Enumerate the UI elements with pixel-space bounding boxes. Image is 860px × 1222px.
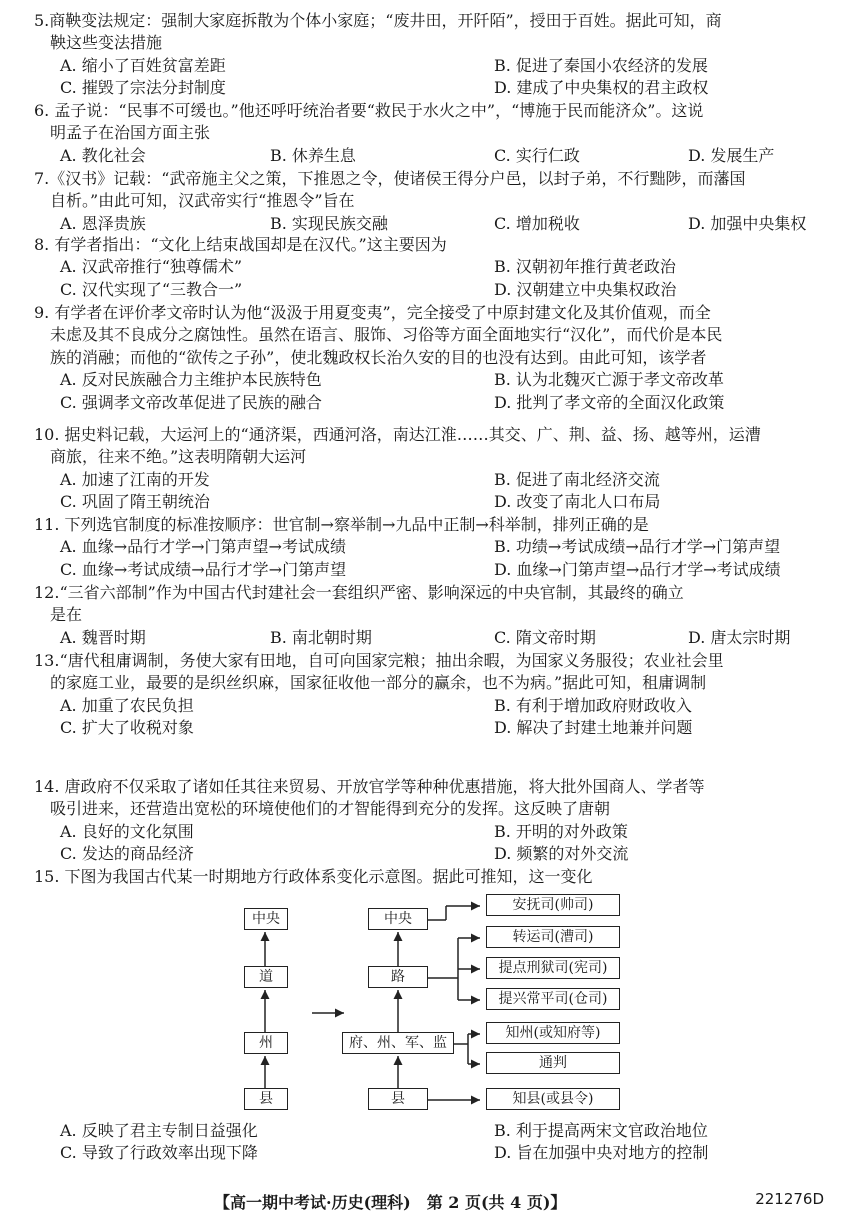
question-stem: 5.商鞅变法规定：强制大家庭拆散为个体小家庭；“废井田，开阡陌”，授田于百姓。据此可知，商 bbox=[34, 11, 722, 30]
question-stem: 7.《汉书》记载：“武帝施主父之策，下推恩之令，使诸侯王得分户邑，以封子弟，不行黜陟，而藩国 bbox=[34, 169, 746, 188]
question-15-options bbox=[34, 1120, 834, 1165]
diagram-box-central: 中央 bbox=[244, 908, 288, 930]
option-a[interactable]: A. 汉武帝推行“独尊儒术” bbox=[60, 257, 243, 277]
option-b[interactable]: B. 有利于增加政府财政收入 bbox=[494, 695, 692, 715]
option-d[interactable]: D. 改变了南北人口布局 bbox=[494, 492, 661, 512]
diagram-office-tixingchangpingsi: 提兴常平司(仓司) bbox=[486, 988, 620, 1010]
option-a[interactable]: A. 加重了农民负担 bbox=[60, 695, 194, 715]
option-a[interactable]: A. 魏晋时期 bbox=[60, 627, 146, 647]
option-b[interactable]: B. 促进了秦国小农经济的发展 bbox=[494, 55, 708, 75]
option-d[interactable]: D. 解决了封建土地兼并问题 bbox=[494, 718, 693, 738]
question-13 bbox=[34, 650, 834, 740]
question-12 bbox=[34, 582, 834, 649]
diagram-office-anfusi: 安抚司(帅司) bbox=[486, 894, 620, 916]
option-a[interactable]: A. 加速了江南的开发 bbox=[60, 469, 210, 489]
diagram-office-tidianxingyusi: 提点刑狱司(宪司) bbox=[486, 957, 620, 979]
question-stem: 9. 有学者在评价孝文帝时认为他“汲汲于用夏变夷”，完全接受了中原封建文化及其价值观，而全 bbox=[34, 303, 711, 322]
diagram-box-xian: 县 bbox=[368, 1088, 428, 1110]
admin-system-diagram bbox=[236, 894, 626, 1116]
question-15 bbox=[34, 866, 834, 888]
footer-code: 221276D bbox=[755, 1190, 824, 1208]
question-6 bbox=[34, 100, 834, 167]
option-b[interactable]: B. 开明的对外政策 bbox=[494, 821, 628, 841]
option-c[interactable]: C. 摧毁了宗法分封制度 bbox=[60, 78, 226, 98]
question-stem: 的家庭工业，最要的是织丝织麻，国家征收他一部分的赢余，也不为病。”据此可知，租庸调制 bbox=[50, 673, 707, 693]
diagram-box-xian: 县 bbox=[244, 1088, 288, 1110]
option-d[interactable]: D. 加强中央集权 bbox=[688, 213, 807, 233]
option-b[interactable]: B. 利于提高两宋文官政治地位 bbox=[494, 1121, 708, 1140]
question-10 bbox=[34, 424, 834, 514]
option-b[interactable]: B. 汉朝初年推行黄老政治 bbox=[494, 257, 676, 277]
question-8 bbox=[34, 234, 834, 301]
question-stem: 未虑及其不良成分之腐蚀性。虽然在语言、服饰、习俗等方面全面地实行“汉化”，而代价是本民 bbox=[50, 325, 723, 345]
question-stem: 商旅，往来不绝。”这表明隋朝大运河 bbox=[50, 447, 307, 467]
question-stem: 14. 唐政府不仅采取了诸如任其往来贸易、开放官学等种种优惠措施，将大批外国商人、学者等 bbox=[34, 777, 705, 796]
diagram-office-zhixian: 知县(或县令) bbox=[486, 1088, 620, 1110]
option-c[interactable]: C. 强调孝文帝改革促进了民族的融合 bbox=[60, 392, 322, 412]
option-c[interactable]: C. 发达的商品经济 bbox=[60, 844, 194, 864]
question-stem: 自析。”由此可知，汉武帝实行“推恩令”旨在 bbox=[50, 191, 355, 211]
option-d[interactable]: D. 建成了中央集权的君主政权 bbox=[494, 78, 709, 98]
option-c[interactable]: C. 血缘→考试成绩→品行才学→门第声望 bbox=[60, 559, 347, 579]
diagram-box-zhou: 州 bbox=[244, 1032, 288, 1054]
option-b[interactable]: B. 南北朝时期 bbox=[270, 627, 372, 647]
option-a[interactable]: A. 教化社会 bbox=[60, 145, 146, 165]
option-d[interactable]: D. 发展生产 bbox=[688, 145, 775, 165]
option-d[interactable]: D. 唐太宗时期 bbox=[688, 627, 791, 647]
question-stem: 吸引进来，还营造出宽松的环境使他们的才智能得到充分的发挥。这反映了唐朝 bbox=[50, 799, 611, 819]
option-b[interactable]: B. 实现民族交融 bbox=[270, 213, 388, 233]
option-d[interactable]: D. 血缘→门第声望→品行才学→考试成绩 bbox=[494, 559, 781, 579]
question-14 bbox=[34, 776, 834, 866]
option-c[interactable]: C. 汉代实现了“三教合一” bbox=[60, 279, 243, 299]
option-a[interactable]: A. 恩泽贵族 bbox=[60, 213, 146, 233]
question-stem: 11. 下列选官制度的标准按顺序：世官制→察举制→九品中正制→科举制，排列正确的是 bbox=[34, 515, 649, 534]
question-11 bbox=[34, 514, 834, 581]
option-a[interactable]: A. 血缘→品行才学→门第声望→考试成绩 bbox=[60, 537, 346, 557]
option-b[interactable]: B. 休养生息 bbox=[270, 145, 356, 165]
diagram-box-central: 中央 bbox=[368, 908, 428, 930]
question-stem: 族的消融；而他的“欲传之子孙”，使北魏政权长治久安的目的也没有达到。由此可知，该学者 bbox=[50, 347, 707, 367]
diagram-office-zhizhou: 知州(或知府等) bbox=[486, 1022, 620, 1044]
option-b[interactable]: B. 促进了南北经济交流 bbox=[494, 469, 660, 489]
option-c[interactable]: C. 导致了行政效率出现下降 bbox=[60, 1143, 258, 1163]
option-d[interactable]: D. 汉朝建立中央集权政治 bbox=[494, 279, 677, 299]
option-a[interactable]: A. 反映了君主专制日益强化 bbox=[60, 1121, 258, 1140]
option-a[interactable]: A. 良好的文化氛围 bbox=[60, 821, 194, 841]
option-a[interactable]: A. 缩小了百姓贫富差距 bbox=[60, 55, 226, 75]
question-stem: 明孟子在治国方面主张 bbox=[50, 123, 211, 143]
question-stem: 13.“唐代租庸调制，务使大家有田地，自可向国家完粮；抽出余暇，为国家义务服役；农业社会里 bbox=[34, 651, 724, 670]
diagram-office-zhuanyunsi: 转运司(漕司) bbox=[486, 926, 620, 948]
question-stem: 是在 bbox=[50, 605, 83, 625]
option-c[interactable]: C. 隋文帝时期 bbox=[494, 627, 596, 647]
page-footer bbox=[0, 1190, 860, 1214]
footer-title: 【高一期中考试·历史(理科) 第 2 页(共 4 页)】 bbox=[214, 1193, 567, 1212]
option-c[interactable]: C. 扩大了收税对象 bbox=[60, 718, 194, 738]
option-c[interactable]: C. 增加税收 bbox=[494, 213, 580, 233]
option-d[interactable]: D. 批判了孝文帝的全面汉化政策 bbox=[494, 392, 725, 412]
option-d[interactable]: D. 频繁的对外交流 bbox=[494, 844, 629, 864]
question-stem: 6. 孟子说：“民事不可缓也。”他还呼吁统治者要“救民于水火之中”，“博施于民而能济众”。这说 bbox=[34, 101, 704, 120]
option-a[interactable]: A. 反对民族融合力主维护本民族特色 bbox=[60, 370, 322, 390]
diagram-office-tongpan: 通判 bbox=[486, 1052, 620, 1074]
option-b[interactable]: B. 认为北魏灭亡源于孝文帝改革 bbox=[494, 370, 724, 390]
option-d[interactable]: D. 旨在加强中央对地方的控制 bbox=[494, 1143, 709, 1163]
question-stem: 15. 下图为我国古代某一时期地方行政体系变化示意图。据此可推知，这一变化 bbox=[34, 867, 593, 886]
question-5 bbox=[34, 10, 834, 100]
question-stem: 10. 据史料记载，大运河上的“通济渠，西通河洛，南达江淮……其交、广、荆、益、扬、越等州，运漕 bbox=[34, 425, 761, 444]
question-stem: 鞅这些变法措施 bbox=[50, 33, 163, 53]
diagram-box-dao: 道 bbox=[244, 966, 288, 988]
option-c[interactable]: C. 实行仁政 bbox=[494, 145, 580, 165]
question-stem: 12.“三省六部制”作为中国古代封建社会一套组织严密、影响深远的中央官制，其最终的确立 bbox=[34, 583, 684, 602]
diagram-box-fu-zhou-jun-jian: 府、州、军、监 bbox=[342, 1032, 454, 1054]
question-stem: 8. 有学者指出：“文化上结束战国却是在汉代。”这主要因为 bbox=[34, 235, 447, 254]
diagram-box-lu: 路 bbox=[368, 966, 428, 988]
option-c[interactable]: C. 巩固了隋王朝统治 bbox=[60, 492, 210, 512]
question-7 bbox=[34, 168, 834, 235]
option-b[interactable]: B. 功绩→考试成绩→品行才学→门第声望 bbox=[494, 537, 781, 557]
question-9 bbox=[34, 302, 834, 414]
